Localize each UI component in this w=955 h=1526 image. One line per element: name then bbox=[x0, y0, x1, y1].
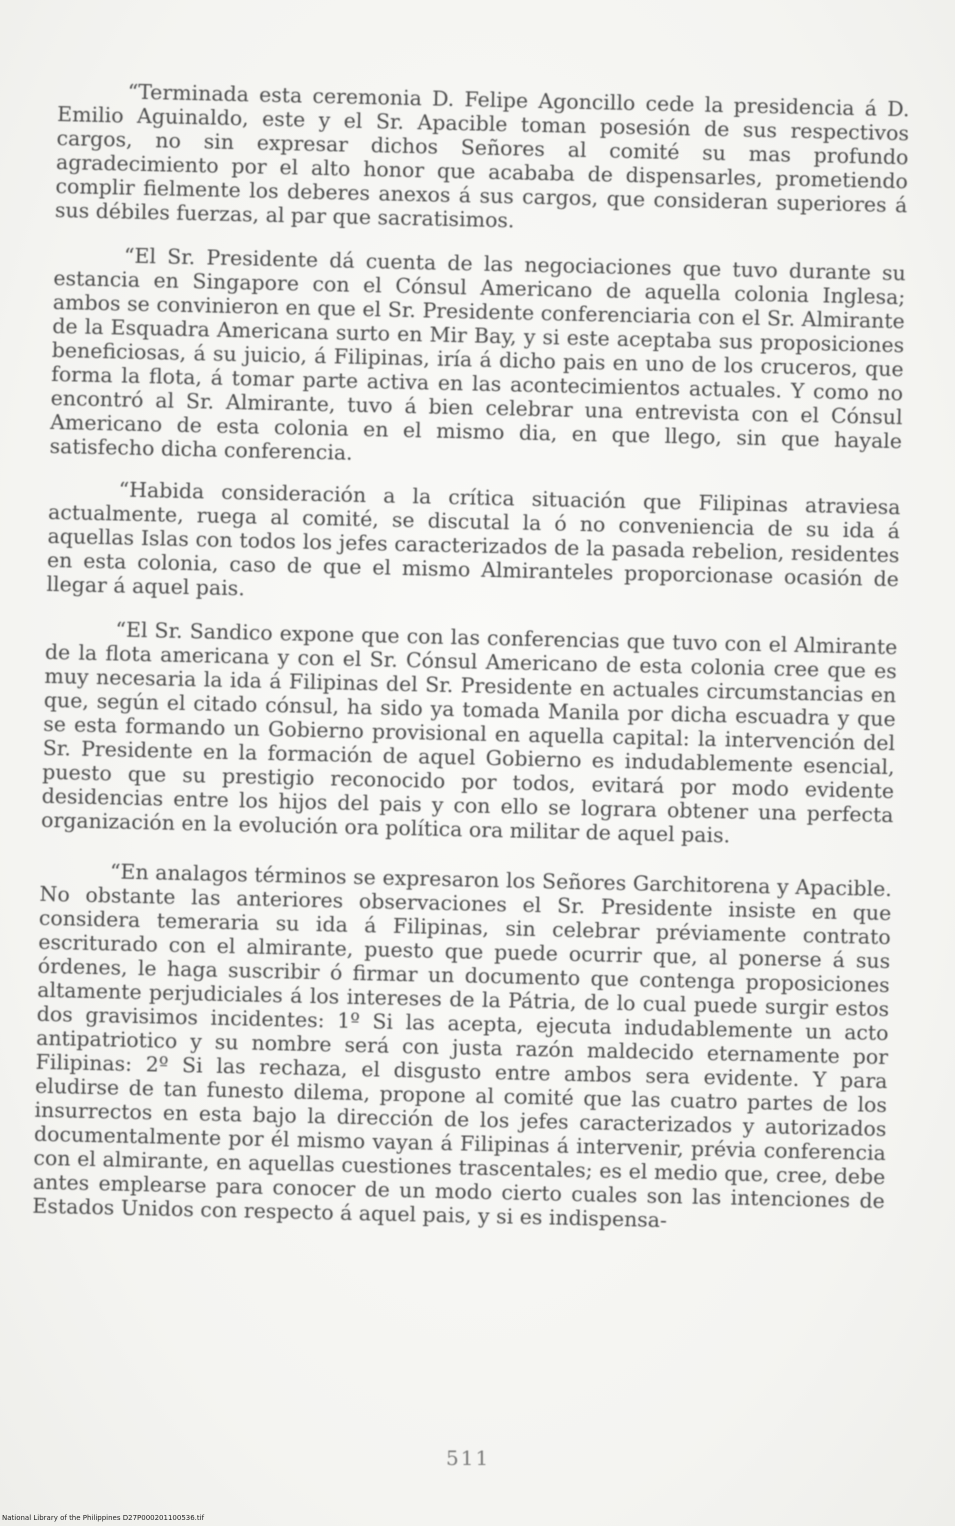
paragraph-singapore-negotiations: “El Sr. Presidente dá cuenta de las negociaciones que tuvo durante su estancia en Singapore con el Cónsul Americano de aquella colonia Inglesa; ambos se convinieron en que el Sr. Presidente conferenciaria con el Sr. Almirante de la Esquadra Americana surto en Mir Bay, y si este aceptaba sus proposiciones beneficiosas, á su juicio, á Filipinas, iría á dicho pais en uno de los cruceros, que forma la flota, á tomar parte activa en las acontecimientos actuales. Y como no encontró al Sr. Almirante, tuvo á bien celebrar una entrevista con el Cónsul Americano de esta colonia en el mismo dia, en que llego, sin que hayale satisfecho dicha conferencia. bbox=[49, 243, 907, 465]
page-number: 511 bbox=[446, 1446, 491, 1470]
paragraph-critical-situation: “Habida consideración a la crítica situación que Filipinas atraviesa actualmente, ruega al comité, se discutal la ó no conveniencia de su ida á aquellas Islas con todos los jefes caracterizados de la pasada rebelion, residentes en esta colonia, caso de que el mismo Almiranteles proporcionase ocasión de llegar á aquel pais. bbox=[46, 477, 901, 601]
paragraph-garchitorena-apacible: “En analagos términos se expresaron los Señores Garchitorena y Apacible. No obstante las anteriores observaciones el Sr. Presidente insiste en que considera temeraria su ida á Filipinas, sin celebrar préviamente contrato escriturado con el almirante, puesto que puede ocurrir que, al ponerse á sus órdenes, le haga suscribir ó firmar un documento que contenga proposiciones altamente perjudiciales á los intereses de la Pátria, de lo cual puede surgir estos dos gravisimos incidentes: 1º Si las acepta, ejecuta indudablemente un acto antipatriotico y su nombre será con justa razón maldecido eternamente por Filipinas: 2º Si las rechaza, el disgusto entre ambos sera evidente. Y para eludirse de tan funesto dilema, propone al comité que las cuatro partes de los insurrectos en esta bajo la dirección de los jefes caracterizados y autorizados documentalmente por él mismo vayan á Filipinas á intervenir, prévia conferencia con el almirante, en aquellas cuestiones trascentales; es el medio que, cree, debe antes emplearse para conocer de un modo cierto cuales son las intenciones de Estados Unidos con respecto á aquel pais, y si es indispensa- bbox=[32, 859, 893, 1233]
paragraph-sandico: “El Sr. Sandico expone que con las conferencias que tuvo con el Almirante de la flota americana y con el Sr. Cónsul Americano de esta colonia cree que es muy necesaria la ida á Filipinas del Sr. Presidente en actuales circumstancias en que, según el citado cónsul, ha sido ya tomada Manila por dicha escuadra y que se esta formando un Gobierno provisional en aquella capital: la intervención del Sr. Presidente en la formación de aquel Gobierno es indudablemente esencial, puesto que su prestigio reconocido por todos, evitará por modo evidente desidencias entre los hijos del pais y con ello se lograra obtener una perfecta organización en la evolución ora política ora militar de aquel pais. bbox=[40, 617, 898, 848]
document-body bbox=[32, 78, 910, 1257]
scan-footer: National Library of the Philippines D27P000201100536.tif bbox=[2, 1514, 205, 1522]
paragraph-ceremony: “Terminada esta ceremonia D. Felipe Agoncillo cede la presidencia á D. Emilio Aguinaldo, este y el Sr. Apacible toman posesión de sus respectivos cargos, no sin expresar dichos Señores al comité su mas profundo agradecimiento por el alto honor que acababa de dispensarles, prometiendo complir fielmente los deberes anexos á sus cargos, que consideran superiores á sus débiles fuerzas, al par que sacratisimos. bbox=[54, 79, 910, 233]
